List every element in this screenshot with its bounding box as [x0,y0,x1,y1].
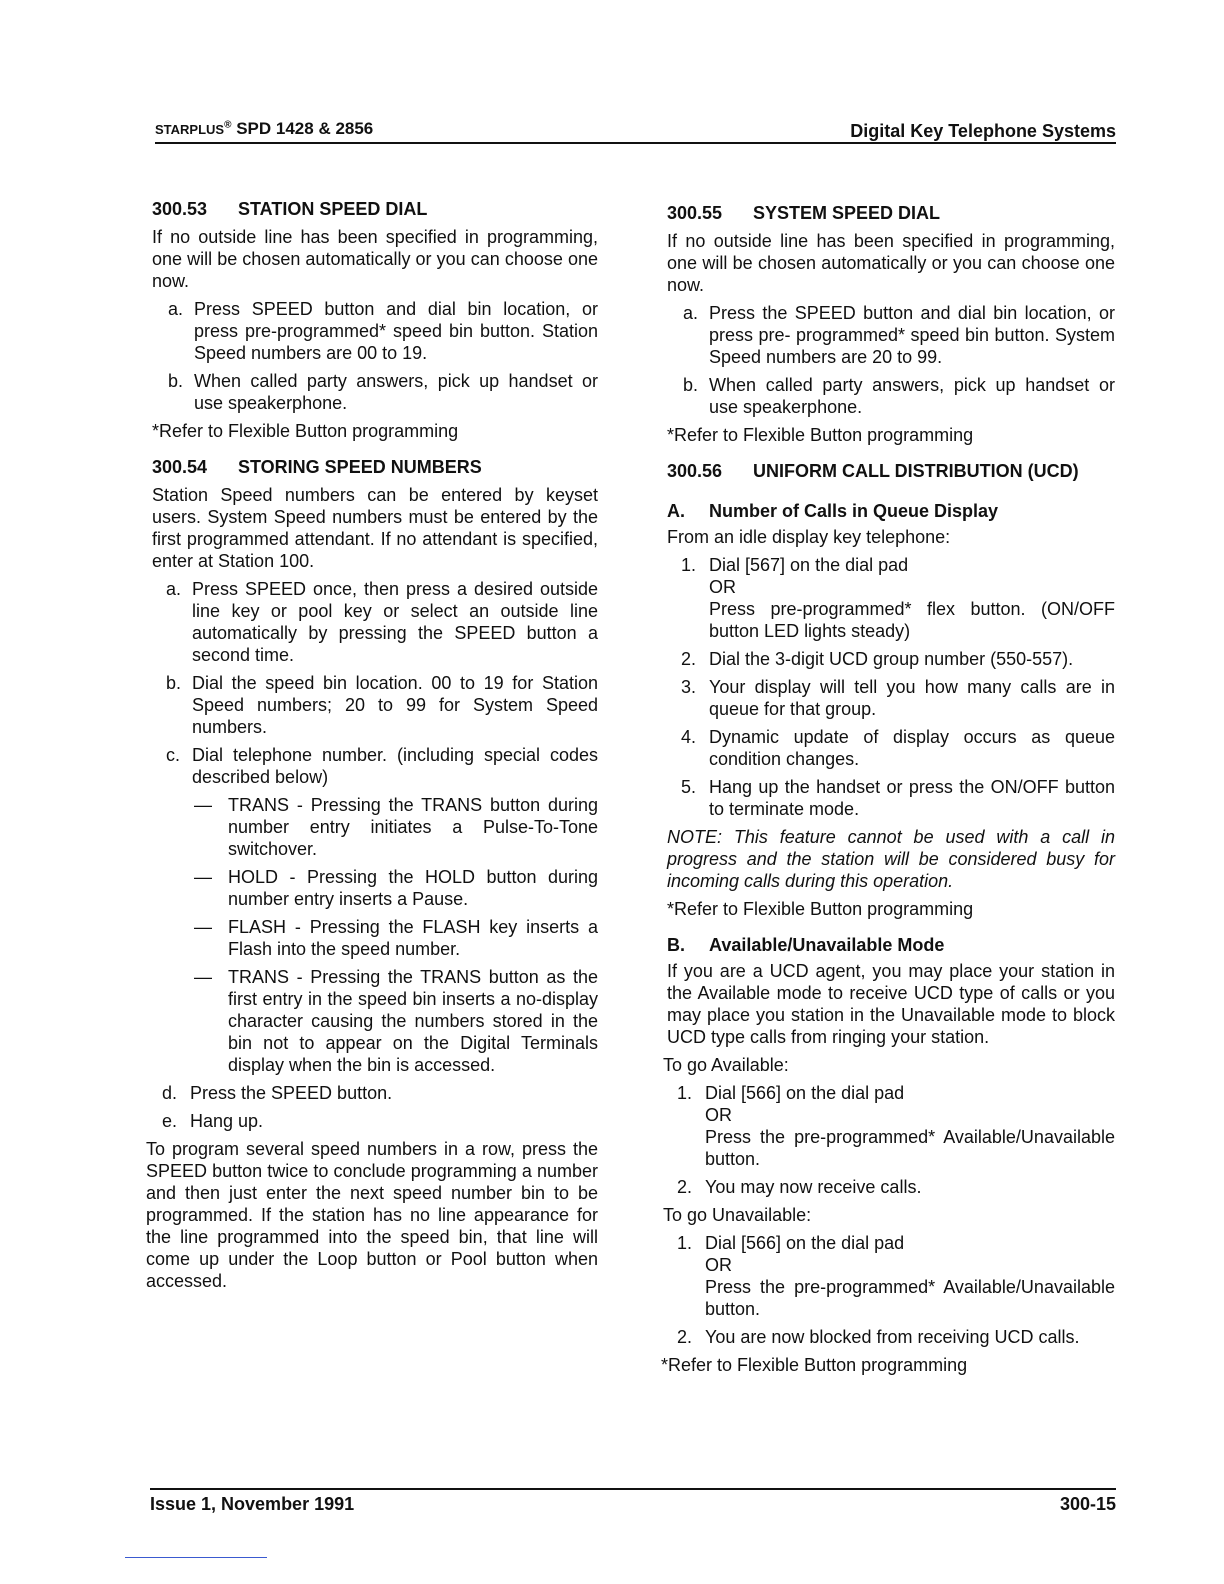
registered-mark: ® [224,119,232,131]
section-number: 300.56 [667,461,723,481]
list-item [667,374,1115,418]
paragraph: If no outside line has been specified in programming, one will be chosen automatically or you can choose one now. [152,227,598,291]
section-number: 300.54 [152,457,208,477]
dash-label: — [194,917,212,937]
item-label: 1. [677,1233,693,1253]
item-label: b. [168,371,184,391]
section-heading [152,198,598,220]
list-item [667,1082,1115,1170]
item-text: Dial [567] on the dial pad [709,555,909,575]
or-text: OR [705,1255,732,1275]
blue-underline-divider [125,1557,267,1558]
issue-date: Issue 1, November 1991 [150,1494,355,1514]
item-label: 1. [677,1083,693,1103]
note: NOTE: This feature cannot be used with a call in progress and the station will be considered busy for incoming calls during this operation. [667,827,1115,891]
section-heading [667,460,1115,482]
subsection-heading [667,934,1115,956]
item-label: d. [162,1083,178,1103]
dash-label: — [194,867,212,887]
item-text: When called party answers, pick up handset or use speakerphone. [709,375,1115,417]
list-item [667,648,1115,670]
list-item [152,744,598,788]
item-label: a. [166,579,182,599]
header-title: Digital Key Telephone Systems [850,121,1116,141]
list-item [667,554,1115,642]
item-label: 1. [681,555,697,575]
item-text: TRANS - Pressing the TRANS button as the first entry in the speed bin inserts a no-display character causing the numbers stored in the bin not to appear on the Digital Terminals display when the bin is accessed. [228,967,598,1075]
item-text: When called party answers, pick up handset or use speakerphone. [194,371,598,413]
page-number: 300-15 [1059,1494,1116,1514]
list-item [667,776,1115,820]
list-item [667,1326,1115,1348]
item-text: Dynamic update of display occurs as queue condition changes. [709,727,1115,769]
item-text: Press the pre-programmed* Available/Unavailable button. [705,1277,1115,1319]
list-item [152,1082,598,1104]
item-label: b. [166,673,182,693]
subsection-letter: B. [667,935,685,955]
dash-item [152,794,598,860]
section-number: 300.55 [667,203,723,223]
item-text: Your display will tell you how many calls are in queue for that group. [709,677,1115,719]
section-title: SYSTEM SPEED DIAL [753,203,941,223]
subsection-letter: A. [667,501,685,521]
list-item [152,370,598,414]
list-item [152,578,598,666]
section-number: 300.53 [152,199,208,219]
footnote-reference: *Refer to Flexible Button programming [667,425,974,445]
item-label: 2. [677,1327,693,1347]
subsection-b [661,934,1115,1376]
item-label: 2. [677,1177,693,1197]
or-text: OR [709,577,736,597]
header-product [155,119,373,139]
item-text: Press the SPEED button and dial bin location, or press pre- programmed* speed bin button. System Speed numbers are 20 to 99. [709,303,1115,367]
item-label: c. [166,745,181,765]
paragraph: To go Unavailable: [663,1205,812,1225]
item-text: Press the pre-programmed* Available/Unavailable button. [705,1127,1115,1169]
list-item [667,302,1115,368]
item-text: Dial [566] on the dial pad [705,1083,905,1103]
item-text: Press pre-programmed* flex button. (ON/OFF button LED lights steady) [709,599,1115,641]
footnote-reference: *Refer to Flexible Button programming [152,421,459,441]
item-label: 5. [681,777,697,797]
subsection-heading [667,500,1115,522]
item-text: TRANS - Pressing the TRANS button during number entry initiates a Pulse-To-Tone switchover. [228,795,598,859]
item-label: 4. [681,727,697,747]
subsection-a [667,500,1115,920]
item-text: You may now receive calls. [705,1177,922,1197]
list-item [667,676,1115,720]
footnote-reference: *Refer to Flexible Button programming [667,899,974,919]
header-brand: STARPLUS [155,122,225,137]
item-text: Press SPEED once, then press a desired outside line key or pool key or select an outside line automatically by pressing the SPEED button a second time. [192,579,598,665]
list-item [152,672,598,738]
section-title: STATION SPEED DIAL [238,199,428,219]
section-300-56 [661,460,1115,1376]
section-title: STORING SPEED NUMBERS [238,457,482,477]
list-item [667,1232,1115,1320]
paragraph: From an idle display key telephone: [667,527,951,547]
item-label: a. [683,303,699,323]
item-text: Dial the speed bin location. 00 to 19 for Station Speed numbers; 20 to 99 for System Speed numbers. [192,673,598,737]
or-text: OR [705,1105,732,1125]
paragraph: If you are a UCD agent, you may place your station in the Available mode to receive UCD type of calls or you may place you station in the Unavailable mode to block UCD type calls from ringing your station. [667,961,1115,1047]
subsection-title: Number of Calls in Queue Display [709,501,999,521]
dash-item [152,966,598,1076]
item-text: Hang up. [190,1111,264,1131]
paragraph: Station Speed numbers can be entered by keyset users. System Speed numbers must be entered by the first programmed attendant. If no attendant is specified, enter at Station 100. [152,485,598,571]
item-label: 3. [681,677,697,697]
item-text: Dial telephone number. (including special codes described below) [192,745,598,787]
dash-label: — [194,795,212,815]
dash-label: — [194,967,212,987]
item-text: Hang up the handset or press the ON/OFF button to terminate mode. [709,777,1115,819]
page-header [155,112,1116,144]
section-300-54 [146,456,598,1292]
paragraph: To go Available: [663,1055,789,1075]
list-item [667,726,1115,770]
item-text: Press the SPEED button. [190,1083,393,1103]
item-text: FLASH - Pressing the FLASH key inserts a Flash into the speed number. [228,917,598,959]
subsection-title: Available/Unavailable Mode [709,935,945,955]
section-300-55 [667,202,1115,446]
footnote-reference: *Refer to Flexible Button programming [661,1355,968,1375]
item-text: HOLD - Pressing the HOLD button during number entry inserts a Pause. [228,867,598,909]
item-label: 2. [681,649,697,669]
list-item [667,1176,1115,1198]
item-text: You are now blocked from receiving UCD calls. [705,1327,1080,1347]
section-heading [667,202,1115,224]
list-item [152,298,598,364]
section-title: UNIFORM CALL DISTRIBUTION (UCD) [753,461,1079,481]
item-text: Dial the 3-digit UCD group number (550-557). [709,649,1074,669]
right-column [661,202,1115,1382]
section-heading [152,456,598,478]
item-text: Press SPEED button and dial bin location, or press pre-programmed* speed bin button. Station Speed numbers are 00 to 19. [194,299,598,363]
left-column [146,198,598,1306]
page-footer [150,1488,1116,1514]
dash-item [152,866,598,910]
item-label: a. [168,299,184,319]
item-label: e. [162,1111,178,1131]
dash-item [152,916,598,960]
item-label: b. [683,375,699,395]
section-300-53 [152,198,598,442]
item-text: Dial [566] on the dial pad [705,1233,905,1253]
paragraph: If no outside line has been specified in programming, one will be chosen automatically or you can choose one now. [667,231,1115,295]
list-item [152,1110,598,1132]
header-model: SPD 1428 & 2856 [236,119,374,138]
paragraph: To program several speed numbers in a row, press the SPEED button twice to conclude programming a number and then just enter the next speed number bin to be programmed. If the station has no line appearance for the line programmed into the speed bin, that line will come up under the Loop button or Pool button when accessed. [146,1139,598,1291]
